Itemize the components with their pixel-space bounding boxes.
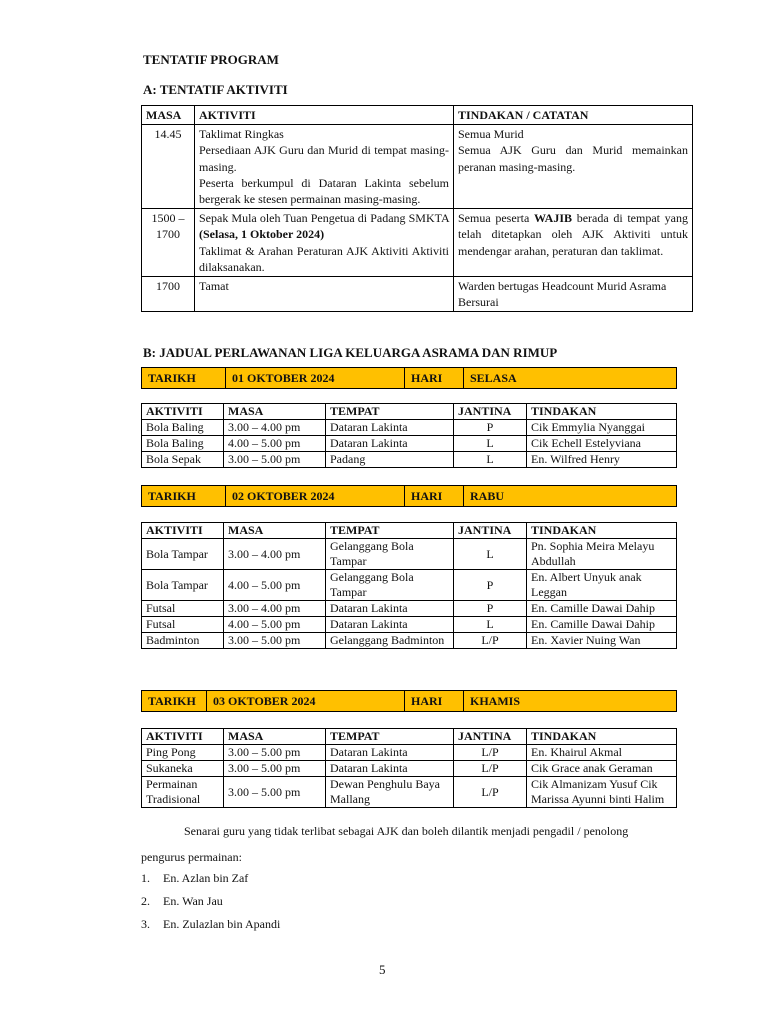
table-row xyxy=(142,276,693,311)
table-header-row xyxy=(142,404,677,420)
activity-schedule-table xyxy=(141,105,693,312)
cell-jantina: L/P xyxy=(454,777,527,808)
cell-aktiviti: Permainan Tradisional xyxy=(142,777,224,808)
hari-label: HARI xyxy=(405,486,464,507)
hari-value: SELASA xyxy=(464,368,677,389)
table-header-row xyxy=(142,523,677,539)
aktiviti-line: Persediaan AJK Guru dan Murid di tempat masing-masing. xyxy=(199,143,449,174)
table-row xyxy=(142,745,677,761)
masa-cell xyxy=(142,276,195,311)
table-row xyxy=(142,761,677,777)
section-a-title: A: TENTATIF AKTIVITI xyxy=(143,82,288,97)
cell-masa: 3.00 – 5.00 pm xyxy=(224,452,326,468)
cell-tindakan: Cik Echell Estelyviana xyxy=(527,436,677,452)
cell-masa: 3.00 – 5.00 pm xyxy=(224,745,326,761)
tindakan-line: Semua AJK Guru dan Murid memainkan peranan masing-masing. xyxy=(458,143,688,174)
list-number: 3. xyxy=(141,917,150,931)
col-tindakan-header: TINDAKAN xyxy=(527,404,677,420)
cell-aktiviti: Futsal xyxy=(142,617,224,633)
list-item xyxy=(141,894,223,909)
cell-masa: 3.00 – 4.00 pm xyxy=(224,539,326,570)
note-line-2: pengurus permainan: xyxy=(141,850,242,864)
cell-aktiviti: Futsal xyxy=(142,601,224,617)
aktiviti-text: Sepak Mula oleh Tuan Pengetua di Padang SMKTA xyxy=(199,211,449,226)
col-aktiviti-header: AKTIVITI xyxy=(142,729,224,745)
table-row xyxy=(142,617,677,633)
cell-tindakan: En. Wilfred Henry xyxy=(527,452,677,468)
table-header-row xyxy=(142,106,693,125)
cell-tempat: Padang xyxy=(326,452,454,468)
cell-masa: 3.00 – 4.00 pm xyxy=(224,601,326,617)
masa-text: 1500 – xyxy=(151,211,185,226)
list-item xyxy=(141,917,280,932)
masa-text: 14.45 xyxy=(154,127,182,142)
aktiviti-cell xyxy=(195,125,454,209)
cell-jantina: L xyxy=(454,452,527,468)
cell-jantina: L/P xyxy=(454,745,527,761)
cell-jantina: P xyxy=(454,420,527,436)
cell-aktiviti: Bola Baling xyxy=(142,420,224,436)
cell-tindakan: Cik Grace anak Geraman xyxy=(527,761,677,777)
tindakan-cell xyxy=(454,209,693,277)
match-table-day3 xyxy=(141,728,677,808)
cell-jantina: L xyxy=(454,539,527,570)
cell-tempat: Dataran Lakinta xyxy=(326,761,454,777)
cell-jantina: L/P xyxy=(454,761,527,777)
cell-aktiviti: Bola Sepak xyxy=(142,452,224,468)
col-jantina-header: JANTINA xyxy=(454,404,527,420)
cell-tempat: Gelanggang Badminton xyxy=(326,633,454,649)
hari-label: HARI xyxy=(405,368,464,389)
table-row xyxy=(142,570,677,601)
page-number: 5 xyxy=(379,962,386,977)
cell-tempat: Dataran Lakinta xyxy=(326,420,454,436)
cell-tindakan: En. Albert Unyuk anak Leggan xyxy=(527,570,677,601)
date-bar-day2 xyxy=(141,485,677,507)
cell-jantina: L xyxy=(454,436,527,452)
tindakan-cell xyxy=(454,276,693,311)
cell-masa: 4.00 – 5.00 pm xyxy=(224,436,326,452)
masa-cell xyxy=(142,209,195,277)
tarikh-value: 01 OKTOBER 2024 xyxy=(226,368,405,389)
cell-masa: 3.00 – 5.00 pm xyxy=(224,761,326,777)
aktiviti-line xyxy=(199,210,449,242)
cell-masa: 3.00 – 4.00 pm xyxy=(224,420,326,436)
table-row xyxy=(142,777,677,808)
date-bar-day3 xyxy=(141,690,677,712)
aktiviti-cell xyxy=(195,209,454,277)
note-line-1: Senarai guru yang tidak terlibat sebagai AJK dan boleh dilantik menjadi pengadil / penolong xyxy=(184,824,629,838)
cell-masa: 3.00 – 5.00 pm xyxy=(224,633,326,649)
tindakan-text: berada di tempat yang telah ditetapkan oleh AJK Aktiviti untuk mendengar arahan, peraturan dan taklimat. xyxy=(458,211,689,258)
col-aktiviti-header: AKTIVITI xyxy=(142,523,224,539)
table-row xyxy=(142,452,677,468)
cell-masa: 3.00 – 5.00 pm xyxy=(224,777,326,808)
col-jantina-header: JANTINA xyxy=(454,729,527,745)
cell-aktiviti: Bola Baling xyxy=(142,436,224,452)
list-number: 1. xyxy=(141,871,150,885)
cell-tindakan: Cik Almanizam Yusuf Cik Marissa Ayunni binti Halim xyxy=(527,777,677,808)
col-tempat-header: TEMPAT xyxy=(326,729,454,745)
hari-value: RABU xyxy=(464,486,677,507)
masa-text: 1700 xyxy=(156,278,180,293)
cell-tindakan: Pn. Sophia Meira Melayu Abdullah xyxy=(527,539,677,570)
aktiviti-text: Tamat xyxy=(199,278,229,293)
col-tindakan-header: TINDAKAN xyxy=(527,729,677,745)
page-heading: TENTATIF PROGRAM xyxy=(143,52,279,67)
table-row xyxy=(142,633,677,649)
masa-text: 1700 xyxy=(156,227,180,242)
cell-tindakan: Cik Emmylia Nyanggai xyxy=(527,420,677,436)
cell-aktiviti: Badminton xyxy=(142,633,224,649)
hari-value: KHAMIS xyxy=(464,691,677,712)
cell-masa: 4.00 – 5.00 pm xyxy=(224,617,326,633)
col-masa-header: MASA xyxy=(142,106,195,125)
cell-tempat: Dewan Penghulu Baya Mallang xyxy=(326,777,454,808)
match-table-day2 xyxy=(141,522,677,649)
tindakan-text: Warden bertugas Headcount Murid Asrama Bersurai xyxy=(458,278,667,310)
cell-tempat: Dataran Lakinta xyxy=(326,745,454,761)
col-tindakan-header: TINDAKAN / CATATAN xyxy=(454,106,693,125)
col-aktiviti-header: AKTIVITI xyxy=(142,404,224,420)
cell-jantina: P xyxy=(454,570,527,601)
cell-tindakan: En. Khairul Akmal xyxy=(527,745,677,761)
cell-jantina: L/P xyxy=(454,633,527,649)
table-row xyxy=(142,125,693,209)
cell-aktiviti: Sukaneka xyxy=(142,761,224,777)
cell-tempat: Gelanggang Bola Tampar xyxy=(326,539,454,570)
col-tempat-header: TEMPAT xyxy=(326,523,454,539)
cell-aktiviti: Ping Pong xyxy=(142,745,224,761)
tarikh-value: 02 OKTOBER 2024 xyxy=(226,486,405,507)
cell-tindakan: En. Camille Dawai Dahip xyxy=(527,617,677,633)
cell-jantina: P xyxy=(454,601,527,617)
table-row xyxy=(142,436,677,452)
cell-tempat: Dataran Lakinta xyxy=(326,601,454,617)
col-tindakan-header: TINDAKAN xyxy=(527,523,677,539)
table-row xyxy=(142,420,677,436)
cell-tindakan: En. Xavier Nuing Wan xyxy=(527,633,677,649)
masa-cell xyxy=(142,125,195,209)
cell-jantina: L xyxy=(454,617,527,633)
tarikh-label: TARIKH xyxy=(142,486,226,507)
col-jantina-header: JANTINA xyxy=(454,523,527,539)
aktiviti-line: Taklimat & Arahan Peraturan AJK Aktiviti Aktiviti dilaksanakan. xyxy=(199,243,449,274)
list-number: 2. xyxy=(141,894,150,908)
col-masa-header: MASA xyxy=(224,729,326,745)
aktiviti-line: Peserta berkumpul di Dataran Lakinta sebelum bergerak ke stesen permainan masing-masing. xyxy=(199,175,449,206)
col-masa-header: MASA xyxy=(224,523,326,539)
cell-tempat: Gelanggang Bola Tampar xyxy=(326,570,454,601)
cell-tindakan: En. Camille Dawai Dahip xyxy=(527,601,677,617)
cell-tempat: Dataran Lakinta xyxy=(326,436,454,452)
table-row xyxy=(142,209,693,277)
tarikh-label: TARIKH xyxy=(142,368,226,389)
tarikh-value: 03 OKTOBER 2024 xyxy=(207,691,405,712)
table-row xyxy=(142,539,677,570)
list-item xyxy=(141,871,248,886)
cell-aktiviti: Bola Tampar xyxy=(142,539,224,570)
tindakan-bold: WAJIB xyxy=(534,211,573,226)
aktiviti-date-bold: (Selasa, 1 Oktober 2024) xyxy=(199,227,325,242)
cell-masa: 4.00 – 5.00 pm xyxy=(224,570,326,601)
cell-tempat: Dataran Lakinta xyxy=(326,617,454,633)
list-name: En. Wan Jau xyxy=(163,894,223,908)
col-masa-header: MASA xyxy=(224,404,326,420)
tindakan-line: Semua Murid xyxy=(458,127,524,142)
aktiviti-line: Taklimat Ringkas xyxy=(199,127,284,142)
col-aktiviti-header: AKTIVITI xyxy=(195,106,454,125)
list-name: En. Azlan bin Zaf xyxy=(163,871,249,885)
hari-label: HARI xyxy=(405,691,464,712)
list-name: En. Zulazlan bin Apandi xyxy=(163,917,281,931)
match-table-day1 xyxy=(141,403,677,468)
table-row xyxy=(142,601,677,617)
date-bar-day1 xyxy=(141,367,677,389)
section-b-title: B: JADUAL PERLAWANAN LIGA KELUARGA ASRAMA DAN RIMUP xyxy=(143,345,558,360)
tindakan-text: Semua peserta xyxy=(458,211,534,226)
col-tempat-header: TEMPAT xyxy=(326,404,454,420)
aktiviti-cell xyxy=(195,276,454,311)
tindakan-cell xyxy=(454,125,693,209)
cell-aktiviti: Bola Tampar xyxy=(142,570,224,601)
tarikh-label: TARIKH xyxy=(142,691,207,712)
table-header-row xyxy=(142,729,677,745)
